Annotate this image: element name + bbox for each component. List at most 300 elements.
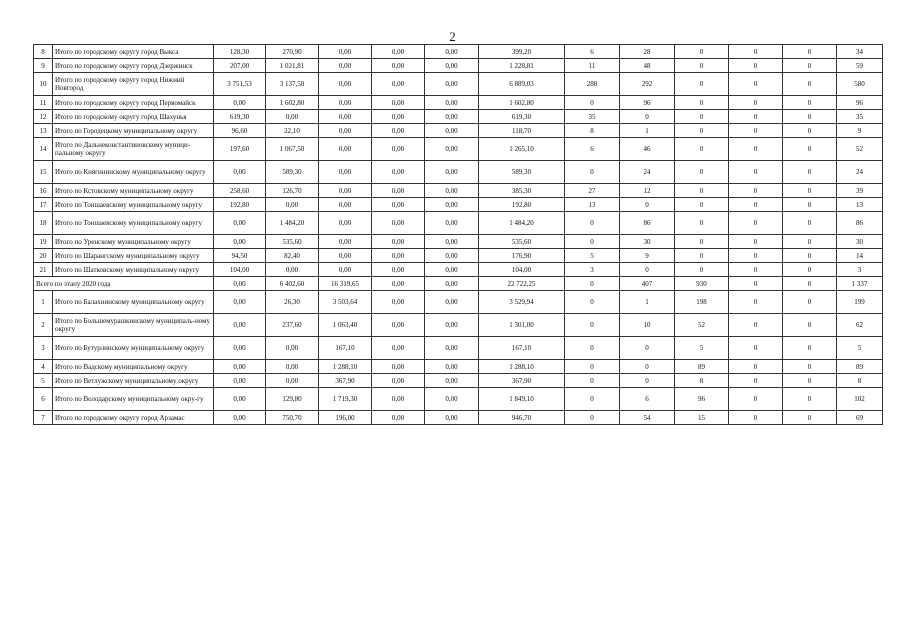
value-cell: 750,70 bbox=[266, 411, 319, 425]
value-cell: 0 bbox=[620, 360, 675, 374]
value-cell: 54 bbox=[620, 411, 675, 425]
value-cell: 5 bbox=[675, 337, 729, 360]
value-cell: 24 bbox=[837, 161, 883, 184]
value-cell: 0,00 bbox=[372, 96, 425, 110]
value-cell: 176,90 bbox=[479, 249, 565, 263]
value-cell: 0 bbox=[729, 291, 783, 314]
value-cell: 0,00 bbox=[214, 374, 266, 388]
table-row bbox=[34, 411, 883, 425]
row-name: Итого по Шатковскому муниципальному округу bbox=[53, 263, 214, 277]
value-cell: 1 228,81 bbox=[479, 59, 565, 73]
page-number: 2 bbox=[449, 29, 456, 44]
value-cell: 0 bbox=[620, 198, 675, 212]
value-cell: 0,00 bbox=[372, 184, 425, 198]
value-cell: 129,80 bbox=[266, 388, 319, 411]
value-cell: 14 bbox=[837, 249, 883, 263]
value-cell: 13 bbox=[837, 198, 883, 212]
row-number: 3 bbox=[34, 337, 53, 360]
table-row bbox=[34, 291, 883, 314]
value-cell: 292 bbox=[620, 73, 675, 96]
table-row bbox=[34, 59, 883, 73]
value-cell: 0 bbox=[783, 374, 837, 388]
row-number: 19 bbox=[34, 235, 53, 249]
value-cell: 1 063,40 bbox=[319, 314, 372, 337]
value-cell: 34 bbox=[837, 45, 883, 59]
value-cell: 11 bbox=[565, 59, 620, 73]
value-cell: 0,00 bbox=[214, 161, 266, 184]
value-cell: 0,00 bbox=[214, 337, 266, 360]
value-cell: 0 bbox=[565, 235, 620, 249]
row-name: Итого по Вадскому муниципальному округу bbox=[53, 360, 214, 374]
value-cell: 0,00 bbox=[425, 124, 479, 138]
value-cell: 0 bbox=[729, 110, 783, 124]
table-row bbox=[34, 161, 883, 184]
value-cell: 10 bbox=[620, 314, 675, 337]
value-cell: 535,60 bbox=[266, 235, 319, 249]
value-cell: 15 bbox=[675, 411, 729, 425]
value-cell: 0 bbox=[729, 360, 783, 374]
value-cell: 0,00 bbox=[319, 73, 372, 96]
value-cell: 0 bbox=[620, 374, 675, 388]
value-cell: 0,00 bbox=[425, 249, 479, 263]
value-cell: 1 301,00 bbox=[479, 314, 565, 337]
value-cell: 0,00 bbox=[425, 337, 479, 360]
value-cell: 46 bbox=[620, 138, 675, 161]
value-cell: 6 402,60 bbox=[266, 277, 319, 291]
value-cell: 0,00 bbox=[425, 277, 479, 291]
value-cell: 258,60 bbox=[214, 184, 266, 198]
value-cell: 0,00 bbox=[372, 337, 425, 360]
value-cell: 5 bbox=[565, 249, 620, 263]
row-name: Итого по городскому округу город Нижний Новгород bbox=[53, 73, 214, 96]
value-cell: 0,00 bbox=[425, 411, 479, 425]
value-cell: 0,00 bbox=[266, 110, 319, 124]
row-number: 6 bbox=[34, 388, 53, 411]
row-number: 21 bbox=[34, 263, 53, 277]
value-cell: 0,00 bbox=[425, 235, 479, 249]
value-cell: 1 337 bbox=[837, 277, 883, 291]
value-cell: 0,00 bbox=[425, 138, 479, 161]
value-cell: 0,00 bbox=[425, 374, 479, 388]
value-cell: 0 bbox=[783, 411, 837, 425]
value-cell: 167,10 bbox=[319, 337, 372, 360]
value-cell: 0 bbox=[675, 184, 729, 198]
value-cell: 0 bbox=[729, 96, 783, 110]
value-cell: 1 bbox=[620, 124, 675, 138]
value-cell: 1 602,80 bbox=[266, 96, 319, 110]
value-cell: 0,00 bbox=[425, 96, 479, 110]
table-total-row bbox=[34, 277, 883, 291]
value-cell: 0 bbox=[729, 73, 783, 96]
value-cell: 89 bbox=[675, 360, 729, 374]
table-row bbox=[34, 360, 883, 374]
value-cell: 0 bbox=[675, 73, 729, 96]
row-number: 10 bbox=[34, 73, 53, 96]
row-name: Итого по Тоншаевскому муниципальному округу bbox=[53, 198, 214, 212]
value-cell: 0,00 bbox=[372, 212, 425, 235]
value-cell: 59 bbox=[837, 59, 883, 73]
value-cell: 82,40 bbox=[266, 249, 319, 263]
value-cell: 0 bbox=[783, 388, 837, 411]
value-cell: 0,00 bbox=[372, 198, 425, 212]
data-table bbox=[33, 44, 883, 425]
value-cell: 0 bbox=[783, 124, 837, 138]
value-cell: 24 bbox=[620, 161, 675, 184]
row-number: 18 bbox=[34, 212, 53, 235]
value-cell: 104,00 bbox=[479, 263, 565, 277]
value-cell: 48 bbox=[620, 59, 675, 73]
row-number: 17 bbox=[34, 198, 53, 212]
value-cell: 0,00 bbox=[372, 110, 425, 124]
value-cell: 0,00 bbox=[319, 59, 372, 73]
row-number: 8 bbox=[34, 45, 53, 59]
row-name: Итого по Бутурлинскому муниципальному округу bbox=[53, 337, 214, 360]
row-number: 9 bbox=[34, 59, 53, 73]
value-cell: 1 067,50 bbox=[266, 138, 319, 161]
value-cell: 0 bbox=[783, 138, 837, 161]
row-number: 20 bbox=[34, 249, 53, 263]
value-cell: 0 bbox=[783, 45, 837, 59]
value-cell: 0 bbox=[729, 138, 783, 161]
value-cell: 167,10 bbox=[479, 337, 565, 360]
value-cell: 0 bbox=[783, 59, 837, 73]
value-cell: 16 319,65 bbox=[319, 277, 372, 291]
value-cell: 0 bbox=[565, 212, 620, 235]
value-cell: 0,00 bbox=[319, 110, 372, 124]
value-cell: 199 bbox=[837, 291, 883, 314]
table-row bbox=[34, 263, 883, 277]
value-cell: 0 bbox=[565, 388, 620, 411]
value-cell: 3 bbox=[837, 263, 883, 277]
value-cell: 52 bbox=[837, 138, 883, 161]
value-cell: 0,00 bbox=[214, 314, 266, 337]
value-cell: 0 bbox=[783, 337, 837, 360]
value-cell: 0,00 bbox=[266, 374, 319, 388]
value-cell: 0 bbox=[565, 314, 620, 337]
value-cell: 0,00 bbox=[425, 198, 479, 212]
value-cell: 0,00 bbox=[266, 360, 319, 374]
value-cell: 0,00 bbox=[372, 388, 425, 411]
value-cell: 0 bbox=[675, 161, 729, 184]
table-row bbox=[34, 73, 883, 96]
value-cell: 0,00 bbox=[372, 249, 425, 263]
value-cell: 0 bbox=[565, 291, 620, 314]
row-number: 11 bbox=[34, 96, 53, 110]
row-name: Итого по Володарскому муниципальному окру-гу bbox=[53, 388, 214, 411]
value-cell: 0,00 bbox=[372, 161, 425, 184]
value-cell: 407 bbox=[620, 277, 675, 291]
value-cell: 0 bbox=[783, 249, 837, 263]
value-cell: 0 bbox=[783, 235, 837, 249]
value-cell: 6 bbox=[620, 388, 675, 411]
value-cell: 0 bbox=[675, 249, 729, 263]
value-cell: 535,60 bbox=[479, 235, 565, 249]
value-cell: 0,00 bbox=[319, 138, 372, 161]
value-cell: 0 bbox=[783, 110, 837, 124]
table-row bbox=[34, 388, 883, 411]
value-cell: 0,00 bbox=[425, 263, 479, 277]
value-cell: 30 bbox=[620, 235, 675, 249]
value-cell: 0,00 bbox=[372, 45, 425, 59]
row-number: 7 bbox=[34, 411, 53, 425]
value-cell: 0,00 bbox=[214, 96, 266, 110]
value-cell: 0,00 bbox=[372, 124, 425, 138]
value-cell: 619,30 bbox=[214, 110, 266, 124]
value-cell: 0 bbox=[783, 73, 837, 96]
value-cell: 0,00 bbox=[214, 388, 266, 411]
value-cell: 0 bbox=[565, 277, 620, 291]
value-cell: 619,30 bbox=[479, 110, 565, 124]
table-row bbox=[34, 212, 883, 235]
value-cell: 0,00 bbox=[425, 388, 479, 411]
row-number: 16 bbox=[34, 184, 53, 198]
row-name: Итого по Дальнеконстантиновскому муници-пальному округу bbox=[53, 138, 214, 161]
row-number: 2 bbox=[34, 314, 53, 337]
value-cell: 0,00 bbox=[319, 96, 372, 110]
value-cell: 0,00 bbox=[266, 337, 319, 360]
value-cell: 0 bbox=[675, 212, 729, 235]
value-cell: 0,00 bbox=[266, 263, 319, 277]
value-cell: 26,30 bbox=[266, 291, 319, 314]
value-cell: 0,00 bbox=[214, 212, 266, 235]
value-cell: 0,00 bbox=[425, 45, 479, 59]
table-row bbox=[34, 235, 883, 249]
value-cell: 198 bbox=[675, 291, 729, 314]
row-number: 5 bbox=[34, 374, 53, 388]
value-cell: 270,90 bbox=[266, 45, 319, 59]
value-cell: 0 bbox=[729, 337, 783, 360]
value-cell: 0,00 bbox=[372, 59, 425, 73]
table-row bbox=[34, 198, 883, 212]
value-cell: 0,00 bbox=[214, 235, 266, 249]
value-cell: 22,10 bbox=[266, 124, 319, 138]
value-cell: 237,60 bbox=[266, 314, 319, 337]
value-cell: 104,00 bbox=[214, 263, 266, 277]
value-cell: 6 bbox=[565, 45, 620, 59]
value-cell: 0 bbox=[565, 374, 620, 388]
value-cell: 399,20 bbox=[479, 45, 565, 59]
value-cell: 0,00 bbox=[372, 411, 425, 425]
value-cell: 96 bbox=[837, 96, 883, 110]
value-cell: 580 bbox=[837, 73, 883, 96]
value-cell: 94,50 bbox=[214, 249, 266, 263]
value-cell: 8 bbox=[565, 124, 620, 138]
value-cell: 0 bbox=[729, 212, 783, 235]
value-cell: 0 bbox=[783, 212, 837, 235]
value-cell: 8 bbox=[675, 374, 729, 388]
value-cell: 0 bbox=[675, 198, 729, 212]
value-cell: 0,00 bbox=[425, 110, 479, 124]
value-cell: 0 bbox=[620, 337, 675, 360]
value-cell: 6 bbox=[565, 138, 620, 161]
row-name: Итого по Балахнинскому муниципальному округу bbox=[53, 291, 214, 314]
value-cell: 3 751,53 bbox=[214, 73, 266, 96]
value-cell: 0,00 bbox=[372, 73, 425, 96]
table-row bbox=[34, 96, 883, 110]
table-row bbox=[34, 138, 883, 161]
value-cell: 197,60 bbox=[214, 138, 266, 161]
table-row bbox=[34, 124, 883, 138]
value-cell: 102 bbox=[837, 388, 883, 411]
value-cell: 0 bbox=[729, 59, 783, 73]
row-name: Итого по Ветлужскому муниципальному округу bbox=[53, 374, 214, 388]
value-cell: 1 bbox=[620, 291, 675, 314]
value-cell: 0 bbox=[783, 96, 837, 110]
value-cell: 0,00 bbox=[319, 124, 372, 138]
value-cell: 1 288,10 bbox=[319, 360, 372, 374]
value-cell: 0,00 bbox=[372, 138, 425, 161]
row-number: 15 bbox=[34, 161, 53, 184]
value-cell: 0 bbox=[565, 96, 620, 110]
value-cell: 0,00 bbox=[372, 277, 425, 291]
value-cell: 0,00 bbox=[372, 263, 425, 277]
value-cell: 118,70 bbox=[479, 124, 565, 138]
value-cell: 0 bbox=[729, 388, 783, 411]
value-cell: 0,00 bbox=[425, 73, 479, 96]
value-cell: 126,70 bbox=[266, 184, 319, 198]
value-cell: 0 bbox=[565, 161, 620, 184]
value-cell: 1 719,30 bbox=[319, 388, 372, 411]
value-cell: 0 bbox=[565, 411, 620, 425]
value-cell: 96 bbox=[620, 96, 675, 110]
value-cell: 96 bbox=[675, 388, 729, 411]
row-name: Итого по Уренскому муниципальному округу bbox=[53, 235, 214, 249]
row-name: Итого по Городецкому муниципальному округу bbox=[53, 124, 214, 138]
value-cell: 0 bbox=[783, 360, 837, 374]
value-cell: 13 bbox=[565, 198, 620, 212]
value-cell: 0 bbox=[783, 277, 837, 291]
table-row bbox=[34, 314, 883, 337]
value-cell: 0 bbox=[783, 314, 837, 337]
row-name: Итого по городскому округу город Выкса bbox=[53, 45, 214, 59]
value-cell: 0 bbox=[729, 411, 783, 425]
row-name: Итого по Княгининскому муниципальному округу bbox=[53, 161, 214, 184]
value-cell: 0,00 bbox=[425, 212, 479, 235]
value-cell: 0 bbox=[783, 161, 837, 184]
value-cell: 0,00 bbox=[214, 411, 266, 425]
value-cell: 207,00 bbox=[214, 59, 266, 73]
value-cell: 0,00 bbox=[372, 291, 425, 314]
value-cell: 0,00 bbox=[372, 374, 425, 388]
value-cell: 0 bbox=[729, 161, 783, 184]
table-row bbox=[34, 45, 883, 59]
row-number: 12 bbox=[34, 110, 53, 124]
value-cell: 0 bbox=[783, 263, 837, 277]
value-cell: 0 bbox=[675, 96, 729, 110]
value-cell: 86 bbox=[837, 212, 883, 235]
value-cell: 1 484,20 bbox=[266, 212, 319, 235]
value-cell: 0 bbox=[783, 291, 837, 314]
value-cell: 0 bbox=[620, 110, 675, 124]
value-cell: 0 bbox=[675, 138, 729, 161]
table-row bbox=[34, 110, 883, 124]
value-cell: 0 bbox=[783, 198, 837, 212]
value-cell: 6 889,03 bbox=[479, 73, 565, 96]
row-name: Итого по городскому округу город Арзамас bbox=[53, 411, 214, 425]
value-cell: 0 bbox=[729, 45, 783, 59]
value-cell: 0,00 bbox=[319, 45, 372, 59]
value-cell: 0 bbox=[729, 235, 783, 249]
value-cell: 0,00 bbox=[319, 212, 372, 235]
value-cell: 0,00 bbox=[425, 161, 479, 184]
row-number: 4 bbox=[34, 360, 53, 374]
value-cell: 27 bbox=[565, 184, 620, 198]
value-cell: 0 bbox=[729, 249, 783, 263]
value-cell: 3 bbox=[565, 263, 620, 277]
value-cell: 288 bbox=[565, 73, 620, 96]
table-row bbox=[34, 184, 883, 198]
value-cell: 35 bbox=[837, 110, 883, 124]
value-cell: 0 bbox=[729, 184, 783, 198]
value-cell: 0,00 bbox=[425, 59, 479, 73]
value-cell: 0 bbox=[675, 110, 729, 124]
value-cell: 1 021,81 bbox=[266, 59, 319, 73]
value-cell: 9 bbox=[837, 124, 883, 138]
stage-total-label: Всего по этапу 2020 года bbox=[34, 277, 214, 291]
value-cell: 3 137,50 bbox=[266, 73, 319, 96]
value-cell: 589,30 bbox=[266, 161, 319, 184]
value-cell: 1 484,20 bbox=[479, 212, 565, 235]
value-cell: 946,70 bbox=[479, 411, 565, 425]
value-cell: 0,00 bbox=[425, 314, 479, 337]
value-cell: 1 849,10 bbox=[479, 388, 565, 411]
value-cell: 5 bbox=[837, 337, 883, 360]
value-cell: 0,00 bbox=[372, 360, 425, 374]
value-cell: 0,00 bbox=[319, 184, 372, 198]
value-cell: 0,00 bbox=[319, 198, 372, 212]
row-number: 1 bbox=[34, 291, 53, 314]
value-cell: 0,00 bbox=[319, 161, 372, 184]
value-cell: 0,00 bbox=[372, 314, 425, 337]
value-cell: 3 503,64 bbox=[319, 291, 372, 314]
row-name: Итого по Большемурашкинскому муниципаль-ному округу bbox=[53, 314, 214, 337]
value-cell: 0 bbox=[565, 360, 620, 374]
value-cell: 52 bbox=[675, 314, 729, 337]
value-cell: 8 bbox=[837, 374, 883, 388]
value-cell: 3 529,94 bbox=[479, 291, 565, 314]
row-number: 14 bbox=[34, 138, 53, 161]
value-cell: 0 bbox=[729, 314, 783, 337]
value-cell: 0,00 bbox=[319, 235, 372, 249]
value-cell: 0 bbox=[729, 263, 783, 277]
row-name: Итого по Шарангскому муниципальному округу bbox=[53, 249, 214, 263]
value-cell: 0,00 bbox=[266, 198, 319, 212]
table-row bbox=[34, 374, 883, 388]
value-cell: 192,80 bbox=[214, 198, 266, 212]
value-cell: 0 bbox=[729, 124, 783, 138]
row-name: Итого по Тоншаевскому муниципальному округу bbox=[53, 212, 214, 235]
value-cell: 196,00 bbox=[319, 411, 372, 425]
value-cell: 22 722,25 bbox=[479, 277, 565, 291]
value-cell: 0,00 bbox=[214, 291, 266, 314]
row-name: Итого по Кстовскому муниципальному округу bbox=[53, 184, 214, 198]
value-cell: 128,30 bbox=[214, 45, 266, 59]
value-cell: 0,00 bbox=[214, 360, 266, 374]
value-cell: 69 bbox=[837, 411, 883, 425]
row-name: Итого по городскому округу город Дзержинск bbox=[53, 59, 214, 73]
value-cell: 0,00 bbox=[425, 184, 479, 198]
value-cell: 0,00 bbox=[319, 263, 372, 277]
value-cell: 62 bbox=[837, 314, 883, 337]
value-cell: 0,00 bbox=[425, 291, 479, 314]
value-cell: 0,00 bbox=[319, 249, 372, 263]
value-cell: 0,00 bbox=[372, 235, 425, 249]
value-cell: 192,80 bbox=[479, 198, 565, 212]
value-cell: 1 602,80 bbox=[479, 96, 565, 110]
value-cell: 0 bbox=[675, 263, 729, 277]
row-number: 13 bbox=[34, 124, 53, 138]
value-cell: 0 bbox=[565, 337, 620, 360]
